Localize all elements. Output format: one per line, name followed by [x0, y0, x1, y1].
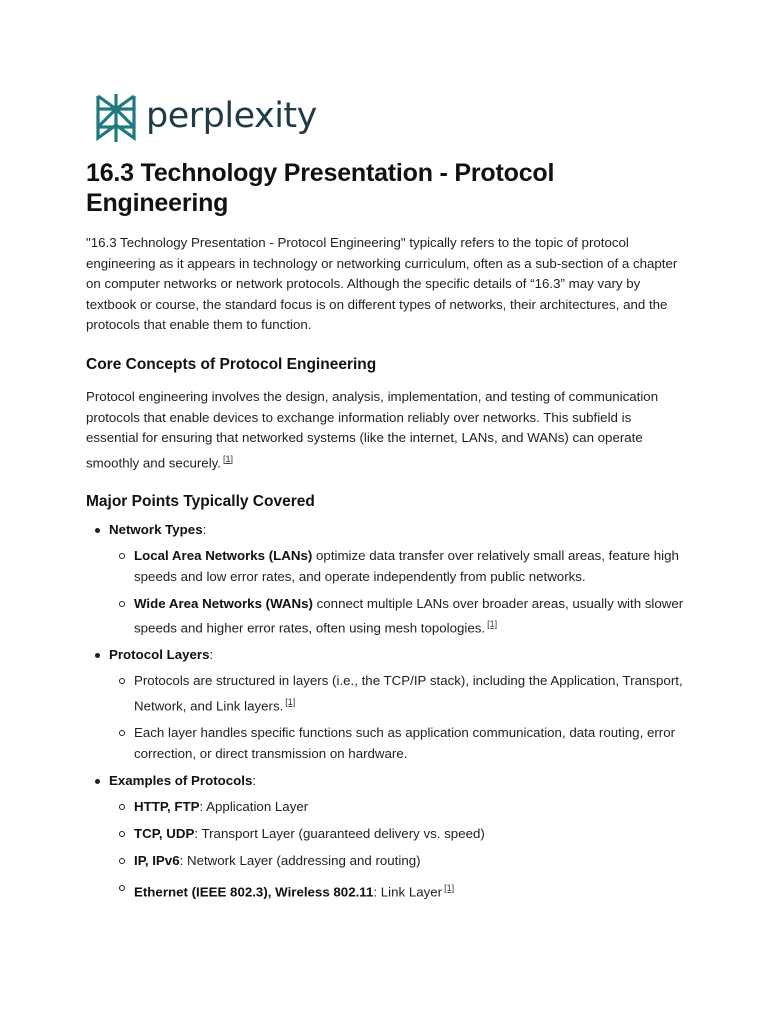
label-colon: : — [252, 772, 257, 788]
citation-link[interactable]: [1] — [487, 619, 498, 629]
page-title: 16.3 Technology Presentation - Protocol Engineering — [86, 159, 555, 217]
list-item-protocol-layers — [86, 645, 686, 764]
citation-link[interactable]: [1] — [444, 882, 455, 893]
term-description: optimize data transfer over relatively small areas, feature high speeds and low error rates, and operate independently from public networks. — [134, 548, 679, 584]
term: TCP, UDP — [134, 825, 195, 841]
sublist-item — [109, 824, 686, 845]
major-points-list — [86, 520, 686, 909]
item-text: Protocols are structured in layers (i.e., the TCP/IP stack), including the Application, Transport, Network, and Link layers. — [134, 673, 683, 714]
term-description: : Application Layer — [199, 798, 309, 814]
sublist-item — [109, 797, 686, 818]
sublist-item — [109, 546, 686, 587]
term: Local Area Networks (LANs) — [134, 548, 313, 563]
list-item-network-types — [86, 520, 686, 639]
logo-wordmark: perplexity — [146, 95, 317, 136]
term: IP, IPv6 — [134, 852, 180, 868]
intro-paragraph: "16.3 Technology Presentation - Protocol Engineering" typically refers to the topic of protocol engineering as it appears in technology or networking curriculum, often as a sub-section of a chapter on computer networks or network protocols. Although the specific details of “16.3” may vary by textbook or course, the standard focus is on different types of networks, their architectures, and the protocols that enable them to function. — [86, 235, 678, 332]
sublist-item — [109, 851, 686, 872]
term: Wide Area Networks (WANs) — [134, 595, 313, 611]
perplexity-logo — [94, 92, 317, 144]
list-item-label: Protocol Layers — [109, 647, 210, 663]
core-concepts-text: Protocol engineering involves the design, analysis, implementation, and testing of communication protocols that enable devices to exchange information reliably over networks. This subfield is essential for ensuring that networked systems (like the internet, LANs, and WANs) can operate smoothly and securely. — [86, 389, 659, 470]
term-description: : Network Layer (addressing and routing) — [179, 852, 421, 868]
label-colon: : — [209, 647, 214, 663]
sublist-item — [109, 671, 686, 716]
core-concepts-heading: Core Concepts of Protocol Engineering — [86, 356, 377, 373]
term-description: connect multiple LANs over broader areas, usually with slower speeds and higher error rates, often using mesh topologies. — [134, 595, 684, 636]
citation-link[interactable]: [1] — [223, 453, 234, 464]
sublist — [109, 797, 686, 903]
core-concepts-paragraph — [86, 387, 686, 473]
sublist-item — [109, 878, 686, 903]
item-text: Each layer handles specific functions such as application communication, data routing, error correction, or direct transmission on hardware. — [134, 725, 676, 761]
label-colon: : — [202, 522, 207, 537]
sublist — [109, 671, 686, 764]
list-item-examples-of-protocols — [86, 771, 686, 903]
term-description: : Link Layer — [373, 884, 443, 900]
sublist-item — [109, 723, 686, 764]
list-item-label: Examples of Protocols — [109, 772, 253, 788]
term: Ethernet (IEEE 802.3), Wireless 802.11 — [134, 884, 374, 900]
sublist — [109, 546, 686, 639]
list-item-label: Network Types — [109, 522, 203, 537]
sublist-item — [109, 594, 686, 639]
term-description: : Transport Layer (guaranteed delivery vs. speed) — [194, 825, 485, 841]
major-points-heading: Major Points Typically Covered — [86, 493, 315, 510]
citation-link[interactable]: [1] — [285, 696, 296, 707]
term: HTTP, FTP — [134, 798, 200, 814]
perplexity-mark-icon — [94, 92, 138, 144]
